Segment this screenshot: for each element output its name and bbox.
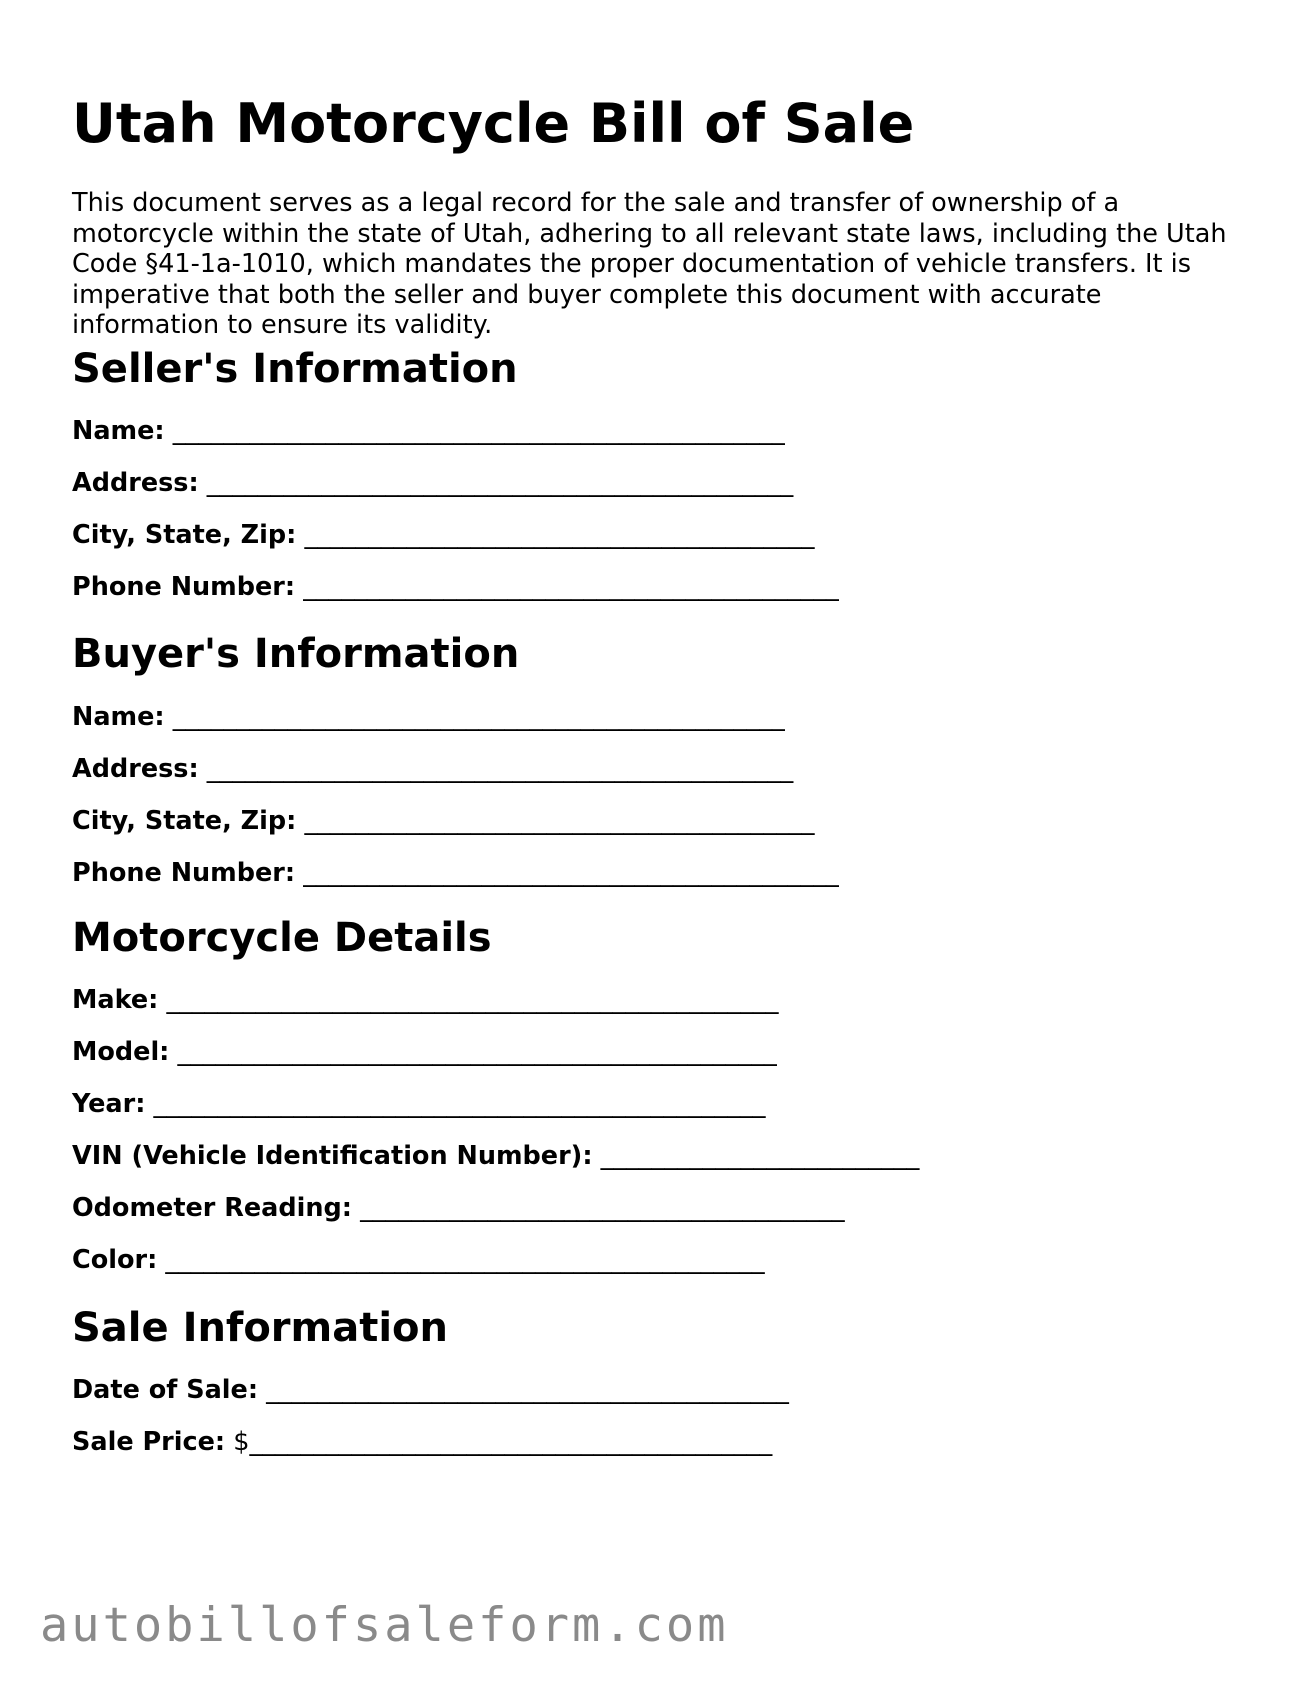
sale-section-heading: Sale Information — [72, 1305, 448, 1351]
date-of-sale-field[interactable] — [72, 1373, 789, 1407]
buyer-name-field[interactable] — [72, 700, 785, 734]
buyer-city-state-zip-blank[interactable]: ________________________________________ — [304, 806, 815, 836]
sale-price-label: Sale Price: — [72, 1427, 226, 1457]
buyer-name-label: Name: — [72, 702, 165, 732]
model-label: Model: — [72, 1037, 170, 1067]
make-field[interactable] — [72, 983, 778, 1017]
buyer-city-state-zip-field[interactable] — [72, 804, 814, 838]
buyer-address-label: Address: — [72, 754, 199, 784]
seller-name-field[interactable] — [72, 414, 785, 448]
buyer-address-field[interactable] — [72, 752, 793, 786]
date-of-sale-label: Date of Sale: — [72, 1375, 259, 1405]
year-blank[interactable]: ________________________________________________ — [153, 1089, 766, 1119]
vin-field[interactable] — [72, 1139, 919, 1173]
color-field[interactable] — [72, 1243, 765, 1277]
motorcycle-section-heading: Motorcycle Details — [72, 915, 492, 961]
seller-address-field[interactable] — [72, 466, 793, 500]
buyer-section-heading: Buyer's Information — [72, 631, 520, 677]
currency-symbol: $ — [233, 1427, 250, 1457]
intro-paragraph: This document serves as a legal record for the sale and transfer of ownership of a motorcycle within the state of Utah, adhering to all relevant state laws, including the Utah Code §41-1a-1010, which mandates the proper documentation of vehicle transfers. It is imperative that both the seller and buyer complete this document with accurate information to ensure its validity. — [72, 188, 1227, 340]
seller-city-state-zip-blank[interactable]: ________________________________________ — [304, 520, 815, 550]
model-blank[interactable]: _______________________________________________ — [177, 1037, 777, 1067]
make-label: Make: — [72, 985, 159, 1015]
year-label: Year: — [72, 1089, 146, 1119]
buyer-name-blank[interactable]: ________________________________________________ — [172, 702, 785, 732]
seller-city-state-zip-label: City, State, Zip: — [72, 520, 297, 550]
sale-price-field[interactable] — [72, 1425, 772, 1459]
seller-phone-field[interactable] — [72, 570, 839, 604]
color-label: Color: — [72, 1245, 158, 1275]
vin-label: VIN (Vehicle Identification Number): — [72, 1141, 593, 1171]
odometer-field[interactable] — [72, 1191, 845, 1225]
buyer-city-state-zip-label: City, State, Zip: — [72, 806, 297, 836]
year-field[interactable] — [72, 1087, 766, 1121]
seller-name-label: Name: — [72, 416, 165, 446]
model-field[interactable] — [72, 1035, 777, 1069]
vin-blank[interactable]: _________________________ — [600, 1141, 920, 1171]
seller-address-label: Address: — [72, 468, 199, 498]
seller-phone-label: Phone Number: — [72, 572, 296, 602]
seller-phone-blank[interactable]: __________________________________________ — [303, 572, 839, 602]
seller-section-heading: Seller's Information — [72, 346, 518, 392]
buyer-address-blank[interactable]: ______________________________________________ — [206, 754, 794, 784]
odometer-label: Odometer Reading: — [72, 1193, 352, 1223]
sale-price-blank[interactable]: _________________________________________ — [249, 1427, 773, 1457]
buyer-phone-blank[interactable]: __________________________________________ — [303, 858, 839, 888]
document-title: Utah Motorcycle Bill of Sale — [72, 92, 915, 155]
seller-name-blank[interactable]: ________________________________________________ — [172, 416, 785, 446]
date-of-sale-blank[interactable]: _________________________________________ — [266, 1375, 789, 1405]
make-blank[interactable]: ________________________________________________ — [166, 985, 779, 1015]
odometer-blank[interactable]: ______________________________________ — [360, 1193, 845, 1223]
color-blank[interactable]: _______________________________________________ — [165, 1245, 765, 1275]
buyer-phone-field[interactable] — [72, 856, 839, 890]
seller-address-blank[interactable]: ______________________________________________ — [206, 468, 794, 498]
buyer-phone-label: Phone Number: — [72, 858, 296, 888]
seller-city-state-zip-field[interactable] — [72, 518, 814, 552]
site-watermark: autobillofsaleform.com — [40, 1598, 729, 1653]
